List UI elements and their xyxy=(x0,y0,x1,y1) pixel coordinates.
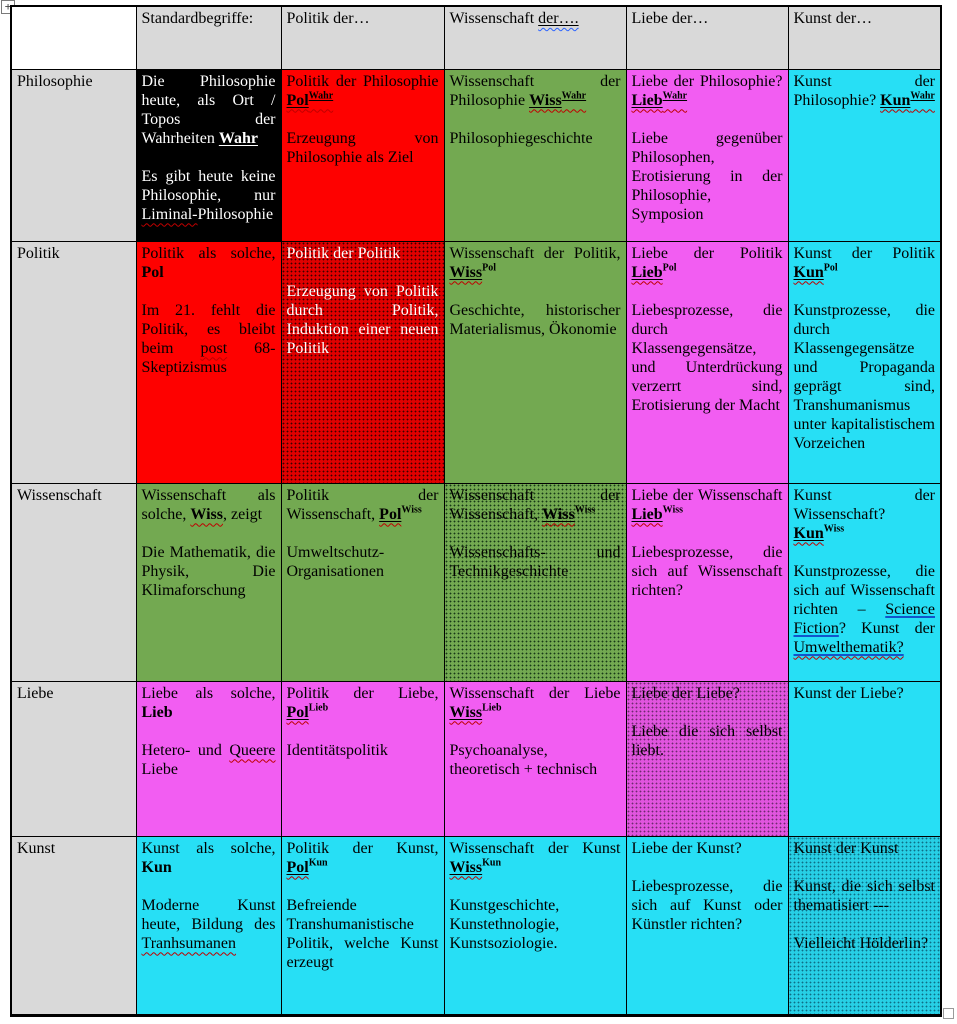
cell-wissenschaft-wissenschaft-der[interactable] xyxy=(444,483,626,681)
cell-liebe-politik-der[interactable] xyxy=(281,681,444,836)
paragraph xyxy=(287,486,439,524)
squiggle-underlined-text xyxy=(529,92,562,109)
table-row xyxy=(11,681,941,836)
paragraph xyxy=(632,684,783,703)
text-segment: Wissenschaft der Liebe xyxy=(449,684,621,702)
text-segment: Politik der Wissenschaft, xyxy=(286,486,439,523)
text-segment: Wiss xyxy=(449,703,483,721)
blank-line xyxy=(632,703,783,722)
paragraph xyxy=(287,839,439,877)
text-segment: Politik der Liebe, xyxy=(286,684,439,702)
paragraph xyxy=(142,301,276,377)
paragraph xyxy=(287,282,439,358)
squiggle-underlined-text xyxy=(794,639,904,656)
row-label-philosophie[interactable]: Philosophie xyxy=(11,69,136,241)
paragraph xyxy=(632,839,783,858)
blank-line xyxy=(450,524,621,543)
cell-kunst-standardbegriffe[interactable] xyxy=(136,836,281,1015)
text-segment: Wahr xyxy=(218,129,258,147)
paragraph xyxy=(632,301,783,415)
text-segment: Kunst der Kunst xyxy=(793,839,899,857)
blank-line xyxy=(142,524,276,543)
table-row xyxy=(11,836,941,1015)
text-segment: Pol xyxy=(286,703,309,721)
squiggle-underlined-text xyxy=(794,264,824,281)
table-row xyxy=(11,69,941,241)
cell-wissenschaft-politik-der[interactable] xyxy=(281,483,444,681)
text-segment: Wahr xyxy=(910,90,935,102)
text-segment: Kun xyxy=(793,263,824,281)
text-segment: Philosophiegeschichte xyxy=(449,129,593,147)
paragraph xyxy=(632,486,783,524)
squiggle-underlined-text xyxy=(632,264,663,281)
squiggle-underlined-text xyxy=(287,92,309,109)
squiggle-underlined-text xyxy=(190,506,223,523)
squiggle-underlined-text xyxy=(229,742,275,759)
blank-line xyxy=(287,877,439,896)
blank-line xyxy=(450,282,621,301)
text-segment: Wiss xyxy=(529,91,562,109)
cell-philosophie-wissenschaft-der[interactable] xyxy=(444,69,626,241)
paragraph xyxy=(632,877,783,934)
text-segment: Kunst der Politik xyxy=(793,244,935,262)
paragraph xyxy=(142,741,276,779)
blank-line xyxy=(142,877,276,896)
paragraph xyxy=(287,244,439,263)
text-segment: Wahr xyxy=(561,90,587,102)
squiggle-underlined-text xyxy=(562,92,586,109)
text-segment: Wahr xyxy=(662,90,688,102)
text-segment: Geschichte, historischer Materialismus, Ökonomie xyxy=(449,301,621,338)
text-segment: Pol xyxy=(482,262,496,274)
paragraph xyxy=(450,129,621,148)
paragraph xyxy=(450,486,621,524)
cell-wissenschaft-liebe-der[interactable] xyxy=(626,483,788,681)
cell-politik-standardbegriffe[interactable] xyxy=(136,241,281,483)
blank-line xyxy=(632,110,783,129)
blank-line xyxy=(794,543,936,562)
squiggle-underlined-text xyxy=(663,92,687,109)
text-segment: Pol xyxy=(286,91,309,109)
text-segment: Identitätspolitik xyxy=(286,741,388,759)
paragraph xyxy=(450,543,621,581)
paragraph xyxy=(450,896,621,953)
squiggle-underlined-text xyxy=(142,935,237,952)
paragraph xyxy=(287,896,439,972)
text-segment: Kun xyxy=(141,858,172,876)
paragraph xyxy=(142,244,276,282)
blank-line xyxy=(287,722,439,741)
text-segment: Befreiende Transhumanistische Politik, welche Kunst erzeugt xyxy=(286,896,439,971)
paragraph xyxy=(287,72,439,110)
text-segment: Umwelthematik? xyxy=(793,638,904,656)
paragraph xyxy=(142,896,276,953)
text-segment: Pol xyxy=(662,262,677,274)
paragraph xyxy=(450,301,621,339)
text-segment: post xyxy=(200,339,228,357)
paragraph xyxy=(632,72,783,110)
text-segment: Vielleicht Hölderlin? xyxy=(793,934,929,952)
text-segment: Wahr xyxy=(308,90,334,102)
text-segment: Wiss xyxy=(190,505,223,523)
cell-philosophie-liebe-der[interactable] xyxy=(626,69,788,241)
text-segment: 68-Skeptizismus xyxy=(141,339,276,376)
text-segment: Pol xyxy=(823,262,838,274)
paragraph xyxy=(794,877,936,915)
paragraph xyxy=(287,741,439,760)
cell-philosophie-politik-der[interactable] xyxy=(281,69,444,241)
paragraph xyxy=(142,839,276,877)
text-segment: Kunstprozesse, die sich auf Wissenschaft richten – xyxy=(793,562,935,618)
paragraph xyxy=(142,684,276,722)
paragraph xyxy=(142,486,276,524)
squiggle-underlined-text xyxy=(910,92,934,109)
text-segment: Kunst der… xyxy=(793,10,873,27)
cell-kunst-politik-der[interactable] xyxy=(281,836,444,1015)
paragraph xyxy=(794,934,936,953)
cell-liebe-kunst-der[interactable] xyxy=(788,681,941,836)
column-header-wissenschaft-der[interactable] xyxy=(444,6,626,69)
squiggle-underlined-text xyxy=(632,506,663,523)
text-segment: Wiss xyxy=(542,505,575,523)
squiggle-underlined-text xyxy=(632,92,663,109)
text-segment: Liebe der Philosophie? xyxy=(631,72,783,90)
text-segment: Erzeugung von Politik durch Politik, Induktion einer neuen Politik xyxy=(286,282,439,357)
text-segment: Politik der Politik xyxy=(286,244,401,262)
text-segment: Psychoanalyse, theoretisch + technisch xyxy=(449,741,598,778)
text-segment: Pol xyxy=(286,858,309,876)
cell-liebe-standardbegriffe[interactable] xyxy=(136,681,281,836)
paragraph xyxy=(632,129,783,224)
row-label-politik[interactable]: Politik xyxy=(11,241,136,483)
text-segment: Pol xyxy=(141,263,164,281)
plus-icon: + xyxy=(4,0,12,13)
paragraph xyxy=(794,486,936,543)
text-segment: Umweltschutz-Organisationen xyxy=(286,543,385,580)
paragraph xyxy=(450,684,621,722)
cell-wissenschaft-kunst-der[interactable] xyxy=(788,483,941,681)
blank-line xyxy=(142,282,276,301)
text-segment: Wissenschafts- und Technikgeschichte xyxy=(449,543,621,580)
paragraph xyxy=(794,839,936,858)
paragraph xyxy=(142,543,276,600)
blank-line xyxy=(450,722,621,741)
text-segment: Die Philosophie heute, als Ort / Topos der Wahrheiten xyxy=(141,72,276,147)
cell-liebe-liebe-der[interactable] xyxy=(626,681,788,836)
table-row xyxy=(11,483,941,681)
paragraph xyxy=(794,244,936,282)
text-segment: Moderne Kunst heute, Bildung des xyxy=(141,896,276,933)
blank-line xyxy=(287,524,439,543)
blank-line xyxy=(794,858,936,877)
cell-liebe-wissenschaft-der[interactable] xyxy=(444,681,626,836)
text-segment: Wiss xyxy=(401,504,422,516)
text-segment: Lieb xyxy=(631,263,663,281)
text-segment: Lieb xyxy=(308,702,329,714)
text-segment: Kunstprozesse, die durch Klassengegensätze und Propaganda geprägt sind, Transhumanismus unter kapitalistischem Vorzeichen xyxy=(793,301,935,452)
squiggle-underlined-text xyxy=(379,506,401,523)
text-segment: Liebesprozesse, die durch Klassengegensätze, und Unterdrückung verzerrt sind, Erotisierung der Macht xyxy=(631,301,783,414)
text-segment: Science Fiction xyxy=(793,600,935,637)
cell-kunst-liebe-der[interactable] xyxy=(626,836,788,1015)
blank-line xyxy=(142,148,276,167)
blank-line xyxy=(142,722,276,741)
text-segment: Wissenschaft als solche, xyxy=(141,486,276,523)
blank-line xyxy=(450,877,621,896)
cell-philosophie-kunst-der[interactable] xyxy=(788,69,941,241)
text-segment: Philosophie xyxy=(197,205,274,223)
text-segment: Politik der Philosophie xyxy=(286,72,439,90)
paragraph xyxy=(794,72,936,110)
text-segment: ? Kunst der xyxy=(838,619,935,637)
text-segment: Kun xyxy=(308,857,328,869)
cell-wissenschaft-standardbegriffe[interactable] xyxy=(136,483,281,681)
text-segment: Die Mathematik, die Physik, Die Klimaforschung xyxy=(141,543,276,599)
column-header-standardbegriffe[interactable] xyxy=(136,6,281,69)
text-segment: Hetero- und xyxy=(141,741,230,759)
text-segment: Wissenschaft xyxy=(449,10,539,27)
squiggle-underlined-text xyxy=(450,859,483,876)
paragraph xyxy=(287,684,439,722)
blank-line xyxy=(287,110,439,129)
row-label-liebe[interactable]: Liebe xyxy=(11,681,136,836)
text-segment: Liebe der… xyxy=(631,10,709,27)
text-segment: Wiss xyxy=(823,523,845,535)
paragraph xyxy=(142,167,276,224)
row-label-wissenschaft[interactable]: Wissenschaft xyxy=(11,483,136,681)
text-segment: der…. xyxy=(538,10,579,27)
text-segment: Liebesprozesse, die sich auf Wissenschaft richten? xyxy=(631,543,783,599)
text-segment: Kunst der Philosophie? xyxy=(793,72,935,109)
text-segment: Politik der Kunst, xyxy=(286,839,439,857)
blank-line xyxy=(794,915,936,934)
text-segment: Liminal- xyxy=(141,205,198,223)
squiggle-underlined-text xyxy=(450,264,483,281)
paragraph xyxy=(142,72,276,148)
text-segment: Kun xyxy=(880,91,911,109)
paragraph xyxy=(794,301,936,453)
cell-politik-politik-der[interactable] xyxy=(281,241,444,483)
text-segment: , zeigt xyxy=(222,505,263,523)
concept-matrix-table xyxy=(10,5,942,1017)
paragraph xyxy=(632,722,783,760)
text-segment: Liebe als solche, xyxy=(141,684,276,702)
column-header-liebe-der[interactable] xyxy=(626,6,788,69)
squiggle-underlined-text xyxy=(287,704,309,721)
text-segment: Liebe die sich selbst liebt. xyxy=(631,722,783,759)
row-label-kunst[interactable]: Kunst xyxy=(11,836,136,1015)
blank-line xyxy=(632,524,783,543)
text-segment: Wiss xyxy=(662,504,684,516)
paragraph xyxy=(632,543,783,600)
cell-politik-wissenschaft-der[interactable] xyxy=(444,241,626,483)
text-segment: Kunstgeschichte, Kunstethnologie, Kunstsoziologie. xyxy=(449,896,560,952)
text-segment: Wissenschaft der Politik, xyxy=(449,244,621,262)
paragraph xyxy=(450,244,621,282)
text-segment: Standardbegriffe: xyxy=(141,10,254,27)
cell-philosophie-standardbegriffe[interactable] xyxy=(136,69,281,241)
text-segment: Wiss xyxy=(449,263,483,281)
cell-politik-kunst-der[interactable] xyxy=(788,241,941,483)
text-segment: Wissenschaft der Wissenschaft, xyxy=(449,486,621,523)
squiggle-underlined-text xyxy=(538,10,578,27)
text-segment: Kunst als solche, xyxy=(141,839,276,857)
column-header-politik-der[interactable] xyxy=(281,6,444,69)
blank-line xyxy=(632,858,783,877)
text-segment: Liebe der Wissenschaft xyxy=(631,486,783,504)
text-segment: Kunst der Liebe? xyxy=(793,684,904,702)
squiggle-underlined-text xyxy=(880,92,910,109)
text-segment: Kunst, die sich selbst thematisiert --- xyxy=(793,877,935,914)
text-segment: Liebe der Liebe? xyxy=(631,684,740,702)
table-row xyxy=(11,241,941,483)
squiggle-underlined-text xyxy=(287,859,309,876)
text-segment: Politik als solche, xyxy=(141,244,276,262)
text-segment: Erzeugung von Philosophie als Ziel xyxy=(286,129,439,166)
paragraph xyxy=(632,244,783,282)
text-segment: Wissenschaft der Kunst xyxy=(449,839,621,857)
table-resize-handle[interactable] xyxy=(943,1008,954,1019)
blank-line xyxy=(632,282,783,301)
text-segment: Wissenschaft der Philosophie xyxy=(449,72,621,109)
squiggle-underlined-text xyxy=(201,340,228,357)
text-segment: Es gibt heute keine Philosophie, nur xyxy=(141,167,276,204)
text-segment: Kunst der Wissenschaft? xyxy=(793,486,935,523)
text-segment: Liebesprozesse, die sich auf Kunst oder Künstler richten? xyxy=(631,877,783,933)
text-segment: Lieb xyxy=(482,702,502,714)
text-segment: Pol xyxy=(379,505,402,523)
paragraph xyxy=(287,129,439,167)
cell-kunst-wissenschaft-der[interactable] xyxy=(444,836,626,1015)
text-segment: Im 21. fehlt die Politik, es bleibt beim xyxy=(141,301,276,357)
squiggle-underlined-text xyxy=(142,206,198,223)
text-segment: Liebe gegenüber Philosophen, Erotisierung in der Philosophie, Symposion xyxy=(631,129,783,223)
blank-line xyxy=(450,110,621,129)
text-segment: Kun xyxy=(793,524,824,542)
paragraph xyxy=(450,72,621,110)
text-segment: Wiss xyxy=(574,504,596,516)
paragraph xyxy=(450,741,621,779)
text-segment: Kun xyxy=(482,857,502,869)
paragraph xyxy=(794,684,936,703)
cell-politik-liebe-der[interactable] xyxy=(626,241,788,483)
text-segment: Lieb xyxy=(141,703,173,721)
blank-line xyxy=(287,263,439,282)
text-segment: Politik der… xyxy=(286,10,370,27)
paragraph xyxy=(794,562,936,657)
squiggle-underlined-text xyxy=(542,506,575,523)
paragraph xyxy=(450,839,621,877)
cell-kunst-kunst-der[interactable] xyxy=(788,836,941,1015)
squiggle-underlined-text xyxy=(309,92,333,109)
text-segment: Liebe der Kunst? xyxy=(631,839,742,857)
text-segment: Tranhsumanen xyxy=(141,934,237,952)
column-header-kunst-der[interactable] xyxy=(788,6,941,69)
text-segment: Liebe der Politik xyxy=(631,244,783,262)
text-segment: Liebe xyxy=(141,760,178,778)
text-segment: Wiss xyxy=(449,858,483,876)
squiggle-underlined-text xyxy=(450,704,483,721)
column-header-label[interactable] xyxy=(11,6,136,69)
blank-line xyxy=(794,282,936,301)
paragraph xyxy=(287,543,439,581)
squiggle-underlined-text xyxy=(794,525,824,542)
text-segment: Lieb xyxy=(631,505,663,523)
text-segment: Lieb xyxy=(631,91,663,109)
text-segment: Queere xyxy=(229,741,276,759)
